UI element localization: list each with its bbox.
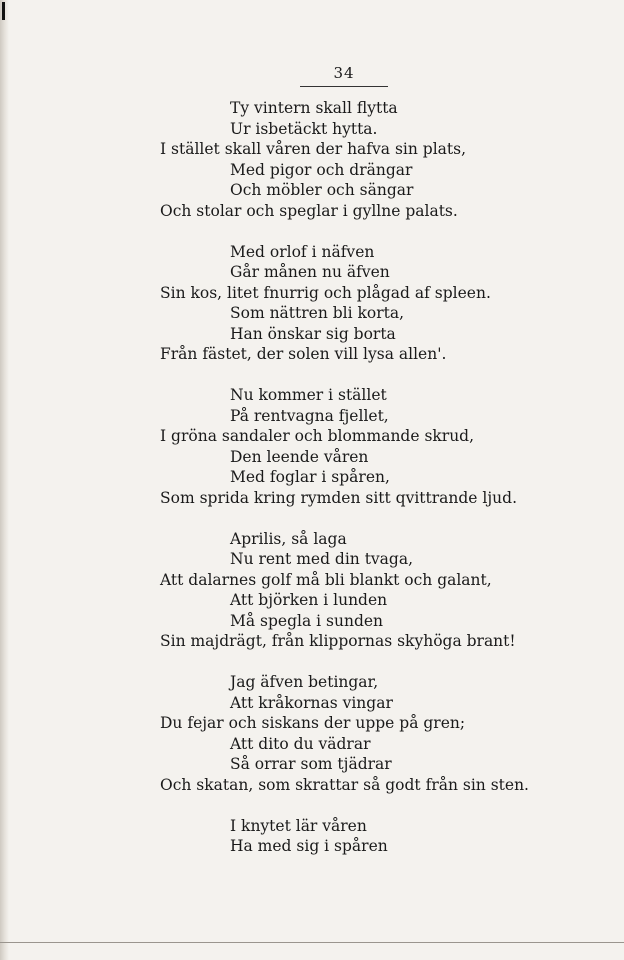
poem-line: Med pigor och drängar	[230, 160, 413, 179]
poem-line: Med orlof i näfven	[230, 242, 375, 261]
poem-line: Och skatan, som skrattar så godt från sin sten.	[160, 775, 529, 794]
poem-line: I gröna sandaler och blommande skrud,	[160, 427, 475, 445]
poem-line: Som sprida kring rymden sitt qvittrande ljud.	[160, 488, 518, 507]
poem-line: Ur isbetäckt hytta.	[230, 119, 378, 138]
poem-line: Går månen nu äfven	[230, 263, 390, 281]
poem-line: Att björken i lunden	[230, 591, 388, 609]
poem-line: På rentvagna fjellet,	[230, 406, 389, 425]
poem-line: Och stolar och speglar i gyllne palats.	[160, 201, 458, 220]
poem-line: Att dito du vädrar	[230, 734, 371, 753]
poem-line: Från fästet, der solen vill lysa allen'.	[160, 345, 447, 363]
poem-line: Ha med sig i spåren	[230, 837, 388, 855]
poem-line: I stället skall våren der hafva sin plats,	[160, 140, 467, 158]
poem-line: Sin majdrägt, från klippornas skyhöga brant!	[160, 632, 516, 650]
page-bottom-edge	[0, 942, 624, 943]
poem-line: Han önskar sig borta	[230, 324, 396, 343]
poem-line: Nu rent med din tvaga,	[230, 550, 414, 568]
poem-line: I knytet lär våren	[230, 816, 367, 835]
poem-line: Sin kos, litet fnurrig och plågad af spleen.	[160, 283, 491, 302]
poem-text	[0, 98, 624, 857]
poem-line: Må spegla i sunden	[230, 611, 384, 630]
poem-line: Och möbler och sängar	[230, 181, 414, 199]
poem-line: Att dalarnes golf må bli blankt och galant,	[160, 570, 492, 589]
page-number-rule	[300, 86, 388, 87]
poem-line: Nu kommer i stället	[230, 386, 387, 404]
poem-line: Den leende våren	[230, 447, 369, 466]
poem-line: Ty vintern skall flytta	[230, 99, 398, 117]
poem-line: Aprilis, så laga	[230, 529, 347, 548]
poem-line: Som nättren bli korta,	[230, 304, 405, 322]
page-number: 34	[333, 64, 355, 82]
poem-line: Jag äfven betingar,	[230, 673, 379, 691]
poem-line: Du fejar och siskans der uppe på gren;	[160, 714, 466, 732]
poem-line: Att kråkornas vingar	[230, 693, 393, 712]
poem-line: Så orrar som tjädrar	[230, 755, 392, 773]
spine-mark	[2, 2, 5, 20]
poem-line: Med foglar i spåren,	[230, 468, 390, 486]
